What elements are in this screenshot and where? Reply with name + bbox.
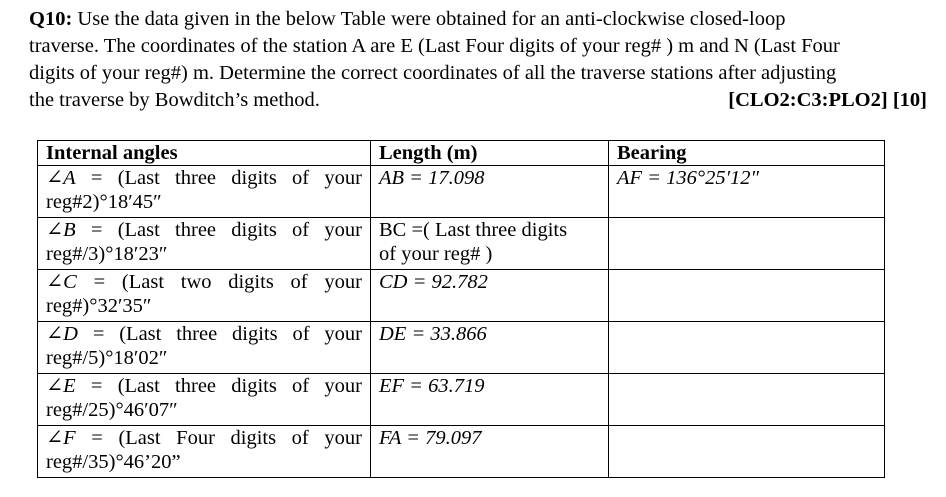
- question-line-4: [29, 87, 941, 114]
- angle-word: three: [175, 167, 217, 189]
- angle-word: digits: [230, 427, 277, 449]
- header-length: Length (m): [371, 141, 609, 166]
- header-internal-angles: Internal angles: [38, 141, 371, 166]
- traverse-table: [37, 140, 885, 478]
- angle-word: your: [324, 219, 362, 241]
- bearing-cell: [609, 374, 885, 426]
- table-row: [38, 426, 885, 478]
- angle-word: digits: [231, 219, 277, 241]
- angle-cell: [38, 322, 371, 374]
- length-cell: CD = 92.782: [371, 270, 609, 322]
- question-number: Q10:: [29, 8, 73, 30]
- angle-cell: [38, 166, 371, 218]
- angle-word: =: [92, 323, 105, 345]
- table-row: [38, 270, 885, 322]
- angle-word: digits: [232, 323, 278, 345]
- bearing-cell: AF = 136°25′12″: [609, 166, 885, 218]
- angle-word: three: [176, 323, 218, 345]
- angle-word: three: [175, 375, 217, 397]
- angle-cell: [38, 218, 371, 270]
- angle-word: =: [90, 167, 103, 189]
- angle-word: =: [93, 271, 106, 293]
- length-cell: AB = 17.098: [371, 166, 609, 218]
- bearing-cell: [609, 270, 885, 322]
- clo-tag: [CLO2:C3:PLO2] [10]: [728, 89, 927, 111]
- table-row: [38, 166, 885, 218]
- angle-word: of: [292, 323, 310, 345]
- angle-symbol: ∠F: [46, 427, 76, 449]
- angle-word: of: [292, 167, 310, 189]
- angle-word: digits: [228, 271, 274, 293]
- angle-word: digits: [231, 167, 277, 189]
- length-line-2: of your reg# ): [379, 243, 493, 265]
- angle-cell: [38, 426, 371, 478]
- angle-word: your: [324, 427, 362, 449]
- table-row: [38, 374, 885, 426]
- angle-cell: [38, 374, 371, 426]
- question-line-2: traverse. The coordinates of the station A are E (Last Four digits of your reg# ) m and N (Last Four: [29, 35, 840, 57]
- angle-word: your: [324, 271, 362, 293]
- length-cell: DE = 33.866: [371, 322, 609, 374]
- angle-word: (Last: [117, 219, 160, 241]
- length-cell: FA = 79.097: [371, 426, 609, 478]
- angle-word: Four: [176, 427, 215, 449]
- question-line-4-text: the traverse by Bowditch’s method.: [29, 89, 320, 111]
- angle-tail: reg#/35)°46’20”: [46, 451, 181, 473]
- angle-symbol: ∠C: [46, 271, 77, 293]
- question-line-1-text: Use the data given in the below Table were obtained for an anti-clockwise closed-loop: [77, 8, 786, 30]
- angle-tail: reg#/3)°18′23″: [46, 243, 168, 265]
- bearing-cell: [609, 426, 885, 478]
- angle-symbol: ∠D: [46, 323, 78, 345]
- table-header-row: [38, 141, 885, 166]
- angle-word: your: [324, 323, 362, 345]
- angle-word: =: [90, 375, 103, 397]
- angle-word: your: [324, 167, 362, 189]
- question-text: [29, 6, 941, 114]
- angle-symbol: ∠B: [46, 219, 76, 241]
- question-line-3: digits of your reg#) m. Determine the correct coordinates of all the traverse stations after adjusting: [29, 62, 837, 84]
- header-bearing: Bearing: [609, 141, 885, 166]
- angle-word: of: [291, 427, 309, 449]
- angle-symbol: ∠E: [46, 375, 76, 397]
- angle-word: (Last: [118, 427, 161, 449]
- angle-word: (Last: [117, 375, 160, 397]
- angle-word: of: [292, 219, 310, 241]
- angle-tail: reg#/25)°46′07″: [46, 399, 178, 421]
- angle-word: (Last: [121, 271, 165, 293]
- bearing-cell: [609, 218, 885, 270]
- length-line-1: BC =( Last three digits: [379, 219, 568, 241]
- angle-word: your: [324, 375, 362, 397]
- table-row: [38, 218, 885, 270]
- length-cell: [371, 218, 609, 270]
- angle-tail: reg#)°32′35″: [46, 295, 152, 317]
- bearing-cell: [609, 322, 885, 374]
- table-row: [38, 322, 885, 374]
- angle-word: of: [290, 271, 308, 293]
- angle-word: two: [180, 271, 212, 293]
- question-line-1: [29, 6, 941, 33]
- angle-word: (Last: [117, 167, 160, 189]
- angle-tail: reg#/5)°18′02″: [46, 347, 168, 369]
- angle-word: three: [175, 219, 217, 241]
- angle-word: digits: [231, 375, 277, 397]
- angle-word: (Last: [119, 323, 162, 345]
- angle-word: of: [292, 375, 310, 397]
- length-cell: EF = 63.719: [371, 374, 609, 426]
- angle-word: =: [90, 219, 103, 241]
- angle-symbol: ∠A: [46, 167, 76, 189]
- angle-word: =: [91, 427, 103, 449]
- angle-cell: [38, 270, 371, 322]
- angle-tail: reg#2)°18′45″: [46, 191, 162, 213]
